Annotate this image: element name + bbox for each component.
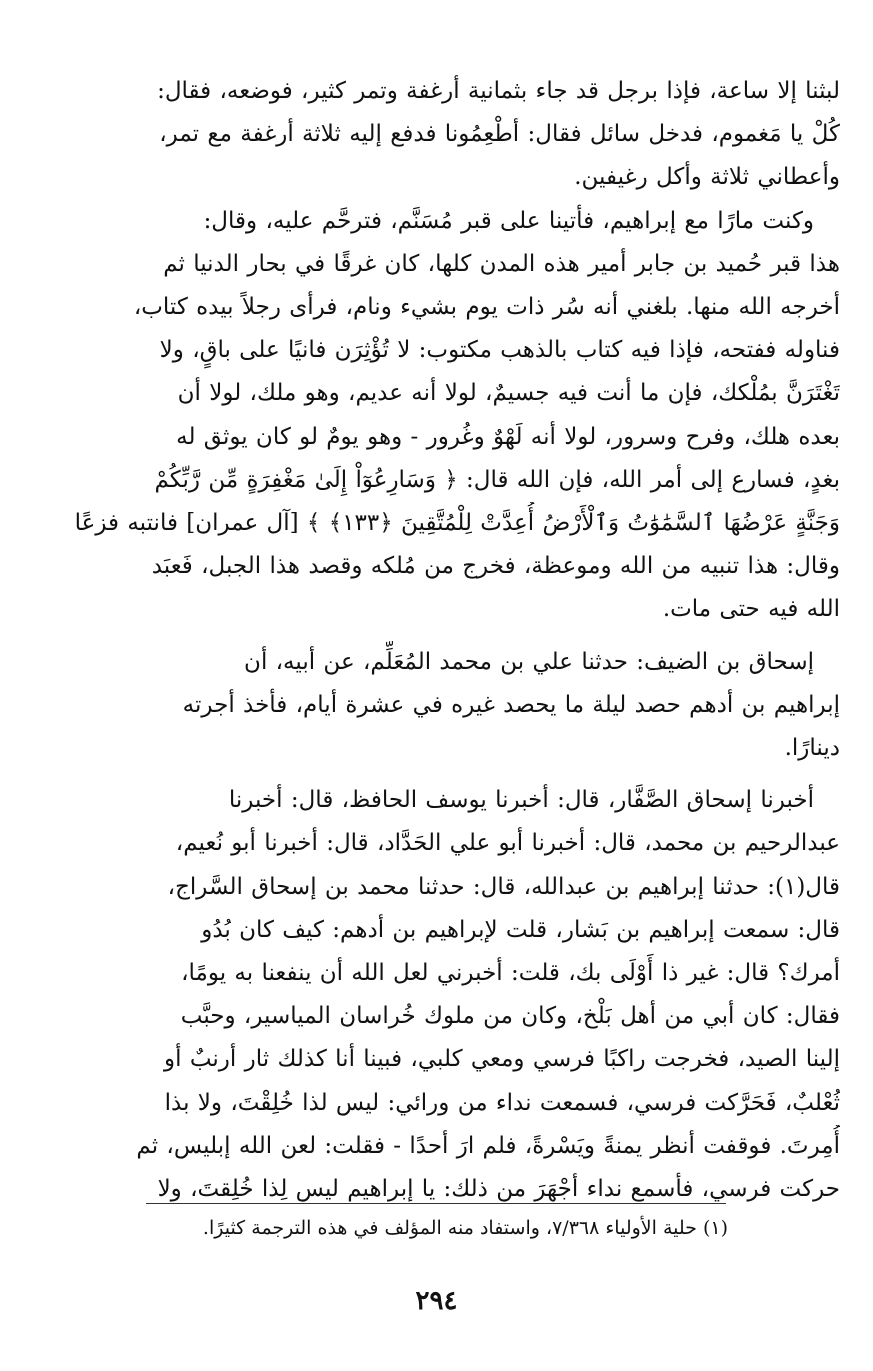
text-line: أمرك؟ قال: غير ذا أَوْلَى بك، قلت: أخبرني لعل الله أن ينفعنا به يومًا، xyxy=(181,960,840,987)
text-line: أخرجه الله منها. بلغني أنه سُر ذات يوم بشيء ونام، فرأى رجلاً بيده كتاب، xyxy=(133,294,840,321)
text-line: فناوله ففتحه، فإذا فيه كتاب بالذهب مكتوب: لا تُؤْثِرَن فانيًا على باقٍ، ولا xyxy=(159,337,840,364)
paragraph-gap xyxy=(33,770,840,779)
text-line: هذا قبر حُميد بن جابر أمير هذه المدن كلها، كان غرقًا في بحار الدنيا ثم xyxy=(163,250,840,277)
text-line: إبراهيم بن أدهم حصد ليلة ما يحصد غيره في عشرة أيام، فأخذ أجرته xyxy=(182,691,840,718)
text-line: إلينا الصيد، فخرجت راكبًا فرسي ومعي كلبي، فبينا أنا كذلك ثار أرنبٌ أو xyxy=(164,1046,840,1073)
paragraph-1 xyxy=(33,70,840,200)
text-line: أُمِرتَ. فوقفت أنظر يمنةً ويَسْرةً، فلم ارَ أحدًا - فقلت: لعن الله إبليس، ثم xyxy=(136,1132,840,1159)
text-line: فقال: كان أبي من أهل بَلْخ، وكان من ملوك خُراسان المياسير، وحبَّب xyxy=(180,1003,840,1030)
text-line: وأعطاني ثلاثة وأكل رغيفين. xyxy=(574,164,840,191)
text-line: بعده هلك، وفرح وسرور، لولا أنه لَهْوٌ وغُرور - وهو يومٌ لو كان يوثق له xyxy=(176,423,840,450)
text-line: لبثنا إلا ساعة، فإذا برجل قد جاء بثمانية أرغفة وتمر كثير، فوضعه، فقال: xyxy=(157,78,840,104)
text-line: كُلْ يا مَغموم، فدخل سائل فقال: أطْعِمُونا فدفع إليه ثلاثة أرغفة مع تمر، xyxy=(159,121,840,148)
text-line: إسحاق بن الضيف: حدثنا علي بن محمد المُعَلِّم، عن أبيه، أن xyxy=(244,648,814,675)
paragraph-2 xyxy=(33,200,840,632)
text-line: تَغْتَرَنَّ بمُلْكك، فإن ما أنت فيه جسيمٌ، لولا أنه عديم، وهو ملك، لولا أن xyxy=(177,380,840,407)
quran-verse-line: وَجَنَّةٍ عَرْضُهَا ٱلسَّمَٰوَٰتُ وَٱلْأَرْضُ أُعِدَّتْ لِلْمُتَّقِينَ ﴿١٣٣﴾ ﴾ [آل عمران] فانتبه فزعًا xyxy=(74,510,840,537)
text-line: حركت فرسي، فأسمع نداء أجْهَرَ من ذلك: يا إبراهيم ليس لِذا خُلِقتَ، ولا xyxy=(157,1176,840,1203)
text-line: ثُعْلبٌ، فَحَرَّكت فرسي، فسمعت نداء من ورائي: ليس لذا خُلِقْتَ، ولا بذا xyxy=(164,1089,840,1116)
text-line: وكنت مارًا مع إبراهيم، فأتينا على قبر مُسَنَّم، فترحَّم عليه، وقال: xyxy=(203,207,814,234)
text-line: دينارًا. xyxy=(784,735,840,762)
text-line: وقال: هذا تنبيه من الله وموعظة، فخرج من مُلكه وقصد هذا الجبل، فَعبَد xyxy=(151,553,840,580)
paragraph-4 xyxy=(33,779,840,1211)
text-line: الله فيه حتى مات. xyxy=(662,596,840,623)
page-number: ٢٩٤ xyxy=(415,1286,458,1316)
quran-verse-line: بغدٍ، فسارع إلى أمر الله، فإن الله قال: ﴿ وَسَارِعُوٓاْ إِلَىٰ مَغْفِرَةٍ مِّن رَّبِّكُمْ xyxy=(154,466,840,493)
text-line: عبدالرحيم بن محمد، قال: أخبرنا أبو علي الحَدَّاد، قال: أخبرنا أبو نُعيم، xyxy=(175,830,840,857)
footnote: (١) حلية الأولياء ٧/٣٦٨، واستفاد منه المؤلف في هذه الترجمة كثيرًا. xyxy=(202,1217,728,1239)
paragraph-gap xyxy=(33,632,840,641)
paragraph-3 xyxy=(33,641,840,771)
text-line: أخبرنا إسحاق الصَّفَّار، قال: أخبرنا يوسف الحافظ، قال: أخبرنا xyxy=(228,787,814,814)
text-line: قال: سمعت إبراهيم بن بَشار، قلت لإبراهيم بن أدهم: كيف كان بُدُو xyxy=(201,916,840,943)
text-line: قال(١): حدثنا إبراهيم بن عبدالله، قال: حدثنا محمد بن إسحاق السَّراج، xyxy=(167,873,840,900)
footnote-separator xyxy=(146,1203,726,1204)
